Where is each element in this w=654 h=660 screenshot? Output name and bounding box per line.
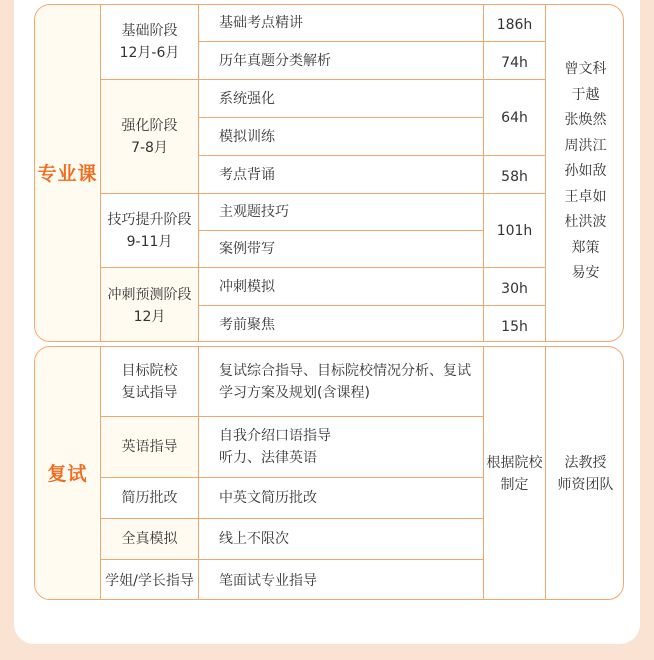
course-item: 基础考点精讲	[199, 5, 484, 42]
stage-skill	[101, 194, 199, 268]
retest-item-desc	[199, 347, 484, 417]
stage-period: 12月-6月	[119, 45, 180, 61]
stage-name: 强化阶段	[121, 117, 178, 134]
teacher-name: 张焕然	[564, 112, 607, 129]
teacher-name: 王卓如	[564, 188, 607, 205]
retest-item-desc: 中英文简历批改	[199, 478, 484, 519]
stage-basic	[101, 5, 199, 80]
retest-table	[34, 346, 624, 600]
schedule-line: 制定	[500, 477, 529, 493]
course-item: 考前聚焦	[199, 306, 484, 342]
retest-item-name: 简历批改	[101, 478, 199, 519]
course-item: 主观题技巧	[199, 194, 484, 231]
stage-name: 冲刺预测阶段	[107, 286, 192, 303]
retest-item-name: 全真模拟	[101, 519, 199, 560]
major-course-table	[34, 4, 624, 342]
retest-item-name	[101, 347, 199, 417]
item-desc-line: 自我介绍口语指导	[219, 428, 331, 444]
stage-period: 12月	[133, 308, 166, 325]
item-desc-line: 复试综合指导、目标院校情况分析、复试	[219, 362, 471, 379]
hours-value: 15h	[484, 306, 546, 342]
teacher-name: 周洪江	[564, 137, 607, 154]
hours-value: 58h	[484, 156, 546, 194]
teacher-name: 于越	[571, 86, 600, 103]
teacher-name: 曾文科	[564, 61, 607, 78]
stage-period: 9-11月	[126, 233, 173, 250]
course-item: 考点背诵	[199, 156, 484, 194]
retest-item-name: 学姐/学长指导	[101, 560, 199, 600]
retest-teachers	[546, 347, 624, 600]
hours-value: 186h	[484, 5, 546, 42]
item-desc-line: 学习方案及规划(含课程)	[219, 384, 370, 401]
stage-name: 技巧提升阶段	[107, 211, 192, 228]
hours-value: 74h	[484, 42, 546, 80]
course-item: 历年真题分类解析	[199, 42, 484, 80]
item-desc-line: 听力、法律英语	[219, 450, 317, 466]
teacher-list	[546, 5, 624, 342]
course-item: 模拟训练	[199, 118, 484, 156]
retest-item-desc: 笔面试专业指导	[199, 560, 484, 600]
retest-title: 复试	[35, 347, 101, 600]
stage-period: 7-8月	[131, 139, 168, 156]
hours-value: 101h	[484, 194, 546, 268]
teacher-name: 易安	[571, 265, 600, 282]
stage-name: 基础阶段	[121, 23, 178, 39]
course-item: 案例带写	[199, 231, 484, 268]
course-item: 系统强化	[199, 80, 484, 118]
item-name-line: 目标院校	[121, 362, 178, 379]
course-item: 冲刺模拟	[199, 268, 484, 306]
retest-item-desc	[199, 417, 484, 478]
retest-item-name: 英语指导	[101, 417, 199, 478]
schedule-line: 根据院校	[486, 455, 543, 471]
major-course-title: 专业课	[35, 5, 101, 342]
retest-schedule	[484, 347, 546, 600]
hours-value: 64h	[484, 80, 546, 156]
teacher-name: 孙如敌	[564, 163, 607, 180]
teacher-name: 杜洪波	[564, 214, 607, 231]
retest-item-desc: 线上不限次	[199, 519, 484, 560]
teacher-line: 师资团队	[557, 477, 614, 493]
stage-sprint	[101, 268, 199, 342]
stage-strengthen	[101, 80, 199, 194]
item-name-line: 复试指导	[121, 384, 178, 401]
teacher-name: 郑策	[571, 239, 600, 256]
teacher-line: 法教授	[564, 455, 607, 471]
hours-value: 30h	[484, 268, 546, 306]
